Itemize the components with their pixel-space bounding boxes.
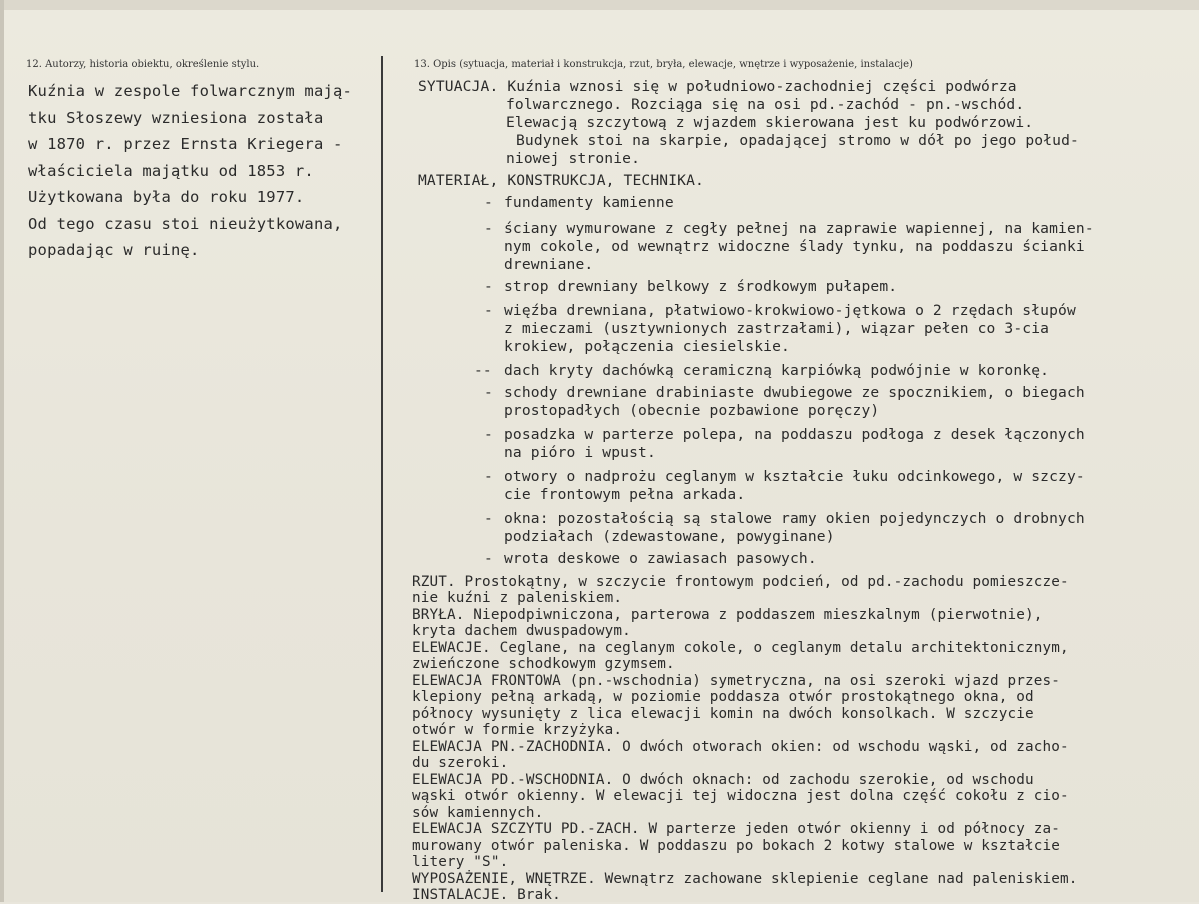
history-line: popadając w ruinę. [28, 241, 200, 259]
column-divider [381, 56, 383, 892]
item-line: z mieczami (usztywnionych zastrzałami), wiązar pełen co 3-cia [504, 320, 1050, 337]
rest-line: BRYŁA. Niepodpiwniczona, parterowa z poddaszem mieszkalnym (pierwotnie), [412, 607, 1043, 623]
item-dash: - [484, 384, 493, 401]
item-line: więźba drewniana, płatwiowo-krokwiowo-jętkowa o 2 rzędach słupów [504, 302, 1076, 319]
situation-line: Elewacją szczytową z wjazdem skierowana jest ku podwórzowi. [506, 114, 1034, 131]
item-dash: - [484, 426, 493, 443]
rest-line: WYPOSAŻENIE, WNĘTRZE. Wewnątrz zachowane sklepienie ceglane nad paleniskiem. [412, 871, 1078, 887]
item-line: prostopadłych (obecnie pozbawione poręczy) [504, 402, 880, 419]
rest-line: litery "S". [412, 854, 509, 870]
item-line: dach kryty dachówką ceramiczną karpiówką podwójnie w koronkę. [504, 362, 1050, 379]
rest-line: ELEWACJE. Ceglane, na ceglanym cokole, o ceglanym detalu architektonicznym, [412, 640, 1069, 656]
rest-line: nie kuźni z paleniskiem. [412, 590, 623, 606]
item-line: schody drewniane drabiniaste dwubiegowe ze spocznikiem, o biegach [504, 384, 1085, 401]
rest-line: otwór w formie krzyżyka. [412, 722, 623, 738]
rest-line: ELEWACJA PD.-WSCHODNIA. O dwóch oknach: od zachodu szerokie, od wschodu [412, 772, 1034, 788]
item-line: otwory o nadprożu ceglanym w kształcie łuku odcinkowego, w szczy- [504, 468, 1085, 485]
rest-line: ELEWACJA PN.-ZACHODNIA. O dwóch otworach okien: od wschodu wąski, od zacho- [412, 739, 1069, 755]
paper-top-edge [0, 0, 1199, 10]
rest-line: zwieńczone schodkowym gzymsem. [412, 656, 675, 672]
left-section-header: 12. Autorzy, historia obiektu, określenie stylu. [26, 59, 260, 70]
history-text [28, 78, 378, 264]
situation-line: folwarcznego. Rozciąga się na osi pd.-zachód - pn.-wschód. [506, 96, 1025, 113]
item-line: okna: pozostałością są stalowe ramy okien pojedynczych o drobnych [504, 510, 1085, 527]
history-line: Kuźnia w zespole folwarcznym mają- [28, 82, 353, 100]
rest-line: du szeroki. [412, 755, 509, 771]
history-line: tku Słoszewy wzniesiona została [28, 108, 324, 127]
rest-line: sów kamiennych. [412, 805, 544, 821]
rest-line: ELEWACJA SZCZYTU PD.-ZACH. W parterze jeden otwór okienny i od północy za- [412, 821, 1061, 837]
history-line: właściciela majątku od 1853 r. [28, 161, 314, 180]
item-line: strop drewniany belkowy z środkowym pułapem. [504, 278, 898, 295]
item-dash: - [484, 220, 493, 237]
history-line: Użytkowana była do roku 1977. [28, 188, 305, 206]
item-line: podziałach (zdewastowane, powyginane) [504, 528, 835, 545]
item-line: nym cokole, od wewnątrz widoczne ślady tynku, na poddaszu ścianki [504, 238, 1085, 255]
item-dash: - [484, 550, 493, 567]
item-dash: - [484, 278, 493, 295]
rest-line: ELEWACJA FRONTOWA (pn.-wschodnia) symetryczna, na osi szeroki wjazd przes- [412, 673, 1061, 689]
item-dash: - [484, 302, 493, 319]
item-line: drewniane. [504, 256, 594, 273]
rest-line: klepiony pełną arkadą, w poziomie poddasza otwór prostokątnego okna, od [412, 689, 1034, 705]
right-section-header: 13. Opis (sytuacja, materiał i konstrukcja, rzut, bryła, elewacje, wnętrze i wyposażenie, instalacje) [414, 59, 913, 70]
situation-line: SYTUACJA. Kuźnia wznosi się w południowo-zachodniej części podwórza [418, 78, 1017, 95]
rest-line: wąski otwór okienny. W elewacji tej widoczna jest dolna część cokołu z cio- [412, 788, 1069, 804]
item-dash: - [484, 510, 493, 527]
situation-line: niowej stronie. [506, 150, 641, 167]
rest-line: kryta dachem dwuspadowym. [412, 623, 631, 639]
rest-line: RZUT. Prostokątny, w szczycie frontowym podcień, od pd.-zachodu pomieszcze- [412, 574, 1069, 590]
rest-line: murowany otwór paleniska. W poddaszu po bokach 2 kotwy stalowe w kształcie [412, 838, 1061, 854]
item-line: na pióro i wpust. [504, 444, 656, 461]
history-line: Od tego czasu stoi nieużytkowana, [28, 214, 343, 233]
history-line: w 1870 r. przez Ernsta Kriegera - [28, 135, 343, 153]
item-dash: - [484, 194, 493, 211]
situation-line: Budynek stoi na skarpie, opadającej stromo w dół po jego połud- [516, 132, 1079, 149]
item-line: krokiew, połączenia ciesielskie. [504, 338, 790, 355]
item-line: wrota deskowe o zawiasach pasowych. [504, 550, 817, 567]
item-line: fundamenty kamienne [504, 194, 674, 211]
item-line: cie frontowym pełna arkada. [504, 486, 746, 503]
item-dash: -- [474, 362, 492, 379]
item-dash: - [484, 468, 493, 485]
paper-left-edge [0, 0, 4, 902]
rest-line: północy wysunięty z lica elewacji komin na dwóch konsolkach. W szczycie [412, 706, 1034, 722]
rest-line: INSTALACJE. Brak. [412, 887, 561, 903]
item-line: posadzka w parterze polepa, na poddaszu podłoga z desek łączonych [504, 426, 1085, 443]
material-heading: MATERIAŁ, KONSTRUKCJA, TECHNIKA. [418, 172, 704, 189]
item-line: ściany wymurowane z cegły pełnej na zaprawie wapiennej, na kamien- [504, 220, 1094, 237]
